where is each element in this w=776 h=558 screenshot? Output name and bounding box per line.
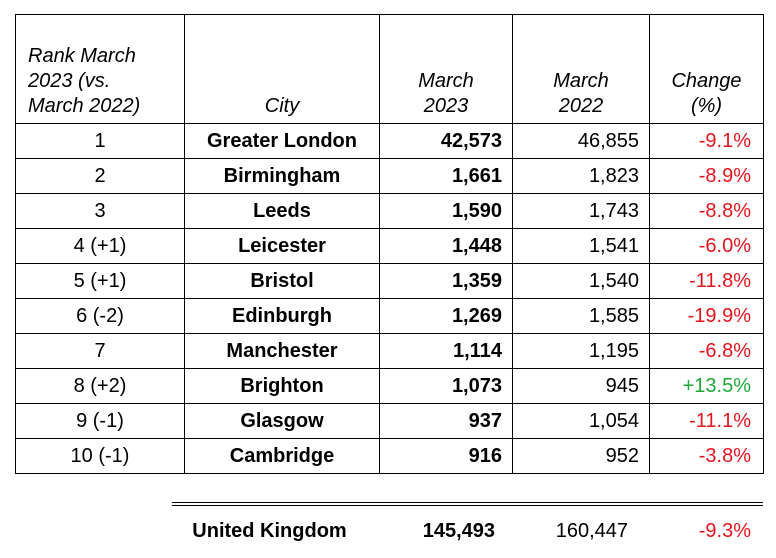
city-cell: Birmingham (185, 159, 380, 194)
march-2022-cell: 1,585 (513, 299, 650, 334)
march-2023-cell: 937 (380, 404, 513, 439)
rank-cell: 8 (+2) (16, 369, 185, 404)
table-row (16, 264, 764, 299)
total-row (172, 502, 763, 546)
header-rank-line2: 2023 (vs. (28, 70, 111, 92)
total-label: United Kingdom (192, 520, 347, 542)
city-cell: Leeds (185, 194, 380, 229)
march-2022-cell: 46,855 (513, 124, 650, 159)
header-m22-line2: 2022 (558, 95, 604, 117)
header-change-line2: (%) (690, 95, 723, 117)
city-rankings-table (15, 14, 764, 474)
city-cell: Manchester (185, 334, 380, 369)
march-2023-cell: 916 (380, 439, 513, 474)
city-cell: Glasgow (185, 404, 380, 439)
change-cell: -3.8% (650, 439, 764, 474)
rank-cell: 9 (-1) (16, 404, 185, 439)
march-2022-cell: 952 (513, 439, 650, 474)
march-2022-cell: 1,541 (513, 229, 650, 264)
header-change (650, 15, 764, 124)
march-2023-cell: 1,590 (380, 194, 513, 229)
rank-cell: 3 (16, 194, 185, 229)
header-city-label: City (264, 95, 300, 117)
total-march-2023: 145,493 (422, 520, 495, 542)
rankings-table-container (15, 14, 763, 474)
march-2023-cell: 1,269 (380, 299, 513, 334)
change-cell: -8.8% (650, 194, 764, 229)
city-cell: Brighton (185, 369, 380, 404)
header-m23-line1: March (418, 70, 474, 92)
total-change: -9.3% (698, 520, 751, 542)
march-2022-cell: 1,054 (513, 404, 650, 439)
city-cell: Cambridge (185, 439, 380, 474)
change-cell: +13.5% (650, 369, 764, 404)
total-divider (172, 502, 763, 503)
rank-cell: 1 (16, 124, 185, 159)
table-row (16, 229, 764, 264)
march-2023-cell: 42,573 (380, 124, 513, 159)
header-m22-line1: March (553, 70, 609, 92)
march-2022-cell: 945 (513, 369, 650, 404)
city-cell: Bristol (185, 264, 380, 299)
total-divider-double (172, 505, 763, 506)
table-body (16, 124, 764, 474)
header-rank-line1: Rank March (28, 45, 136, 67)
table-row (16, 159, 764, 194)
march-2023-cell: 1,073 (380, 369, 513, 404)
march-2022-cell: 1,195 (513, 334, 650, 369)
table-row (16, 334, 764, 369)
change-cell: -6.0% (650, 229, 764, 264)
march-2022-cell: 1,743 (513, 194, 650, 229)
change-cell: -6.8% (650, 334, 764, 369)
table-header (16, 15, 764, 124)
change-cell: -8.9% (650, 159, 764, 194)
rank-cell: 5 (+1) (16, 264, 185, 299)
city-cell: Greater London (185, 124, 380, 159)
table-row (16, 124, 764, 159)
header-rank-line3: March 2022) (28, 95, 141, 117)
header-row (16, 15, 764, 124)
header-rank (16, 15, 185, 124)
march-2023-cell: 1,661 (380, 159, 513, 194)
change-cell: -11.8% (650, 264, 764, 299)
table-row (16, 299, 764, 334)
march-2022-cell: 1,540 (513, 264, 650, 299)
march-2023-cell: 1,448 (380, 229, 513, 264)
header-march-2023 (380, 15, 513, 124)
header-m23-line2: 2023 (423, 95, 469, 117)
header-city (185, 15, 380, 124)
change-cell: -11.1% (650, 404, 764, 439)
header-change-line1: Change (671, 70, 742, 92)
table-row (16, 369, 764, 404)
rank-cell: 6 (-2) (16, 299, 185, 334)
city-cell: Leicester (185, 229, 380, 264)
total-march-2022: 160,447 (555, 520, 628, 542)
change-cell: -19.9% (650, 299, 764, 334)
march-2022-cell: 1,823 (513, 159, 650, 194)
change-cell: -9.1% (650, 124, 764, 159)
march-2023-cell: 1,359 (380, 264, 513, 299)
table-row (16, 439, 764, 474)
header-march-2022 (513, 15, 650, 124)
rank-cell: 7 (16, 334, 185, 369)
rank-cell: 2 (16, 159, 185, 194)
table-row (16, 194, 764, 229)
table-row (16, 404, 764, 439)
city-cell: Edinburgh (185, 299, 380, 334)
rank-cell: 4 (+1) (16, 229, 185, 264)
march-2023-cell: 1,114 (380, 334, 513, 369)
rank-cell: 10 (-1) (16, 439, 185, 474)
